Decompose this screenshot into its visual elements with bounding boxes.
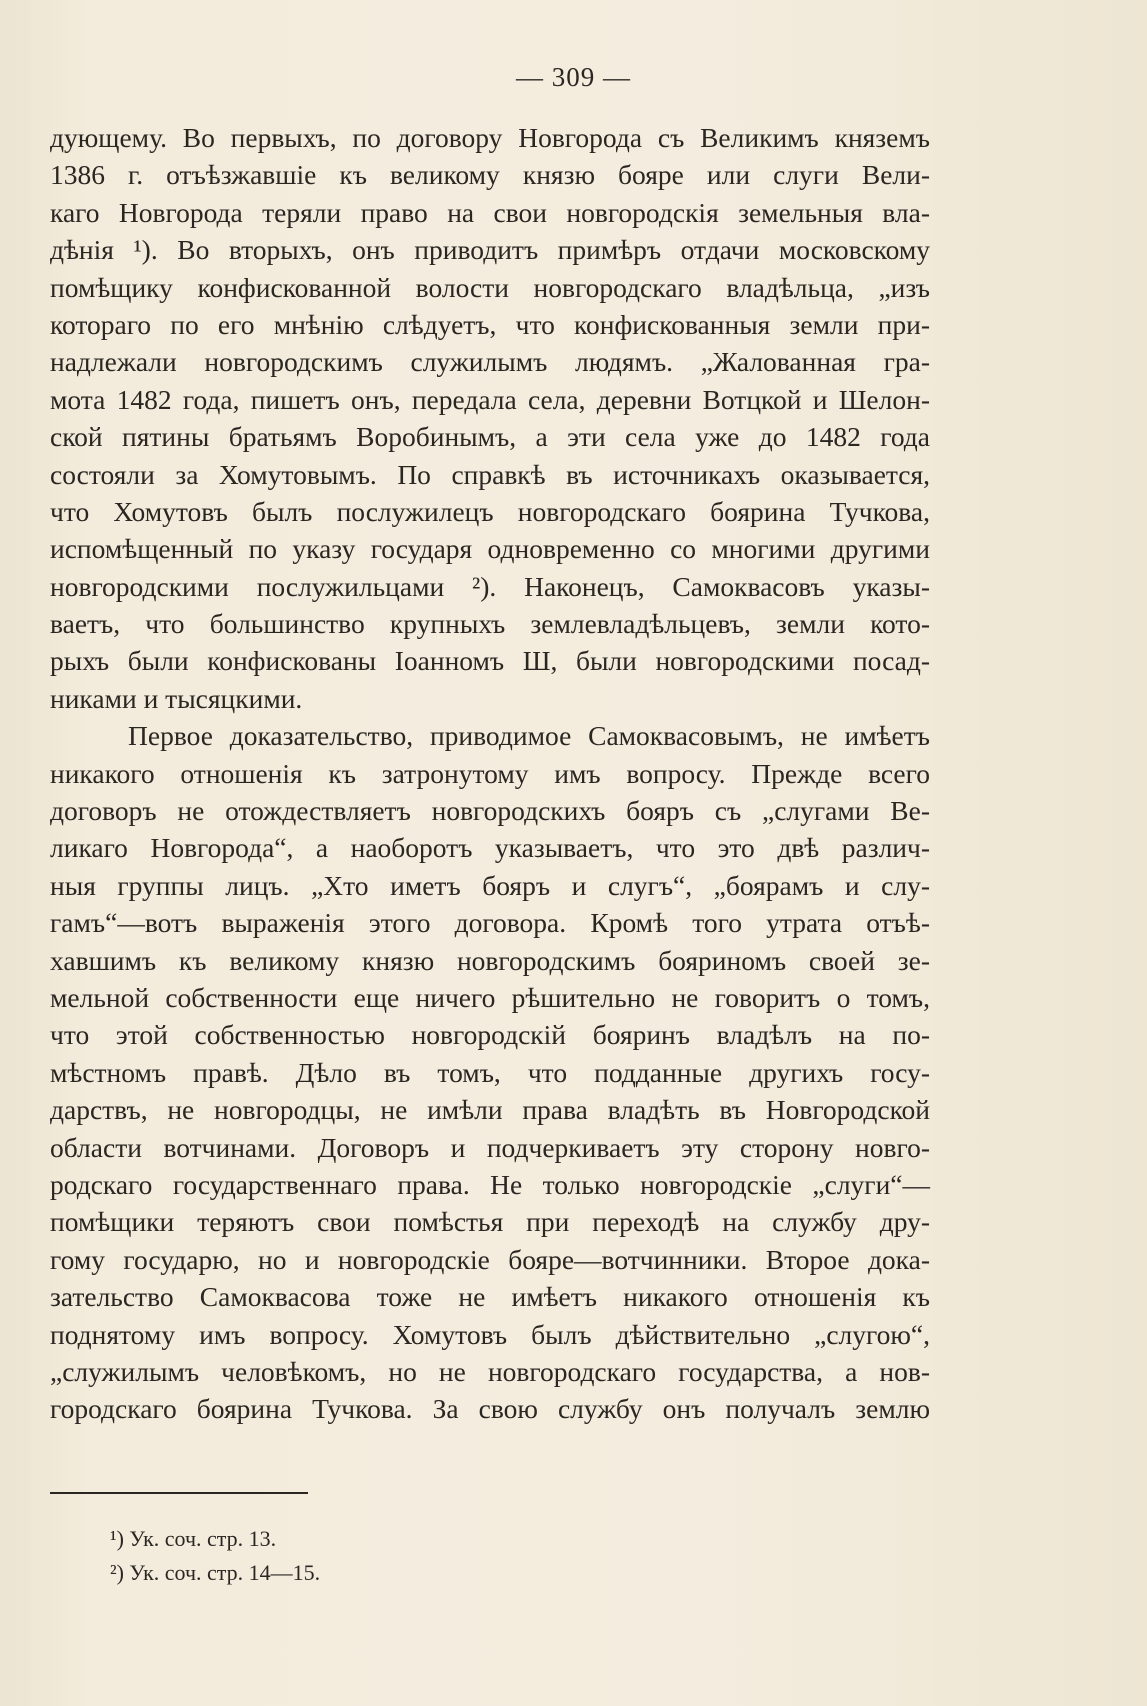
text-line: хавшимъ къ великому князю новгородскимъ бояриномъ своей зе- (50, 944, 930, 976)
text-line: ликаго Новгорода“, а наоборотъ указываетъ, что это двѣ различ- (50, 832, 930, 864)
text-line: никами и тысяцкими. (50, 682, 303, 714)
text-line: каго Новгорода теряли право на свои новгородскія земельныя вла- (50, 196, 930, 228)
text-line: родскаго государственнаго права. Не только новгородскіе „слуги“— (50, 1168, 930, 1200)
text-line: состояли за Хомутовымъ. По справкѣ въ источникахъ оказывается, (50, 458, 930, 490)
text-line: ныя группы лицъ. „Хто иметъ бояръ и слугъ“, „боярамъ и слу- (50, 869, 930, 901)
text-line: области вотчинами. Договоръ и подчеркиваетъ эту сторону новго- (50, 1131, 930, 1163)
text-line: мота 1482 года, пишетъ онъ, передала села, деревни Вотцкой и Шелон- (50, 383, 930, 415)
text-line: что Хомутовъ былъ послужилецъ новгородскаго боярина Тучкова, (50, 495, 930, 527)
text-line: „служилымъ человѣкомъ, но не новгородскаго государства, а нов- (50, 1355, 930, 1387)
text-line: котораго по его мнѣнію слѣдуетъ, что конфискованныя земли при- (50, 308, 930, 340)
text-line: помѣщику конфискованной волости новгородскаго владѣльца, „изъ (50, 271, 930, 303)
text-line: городскаго боярина Тучкова. За свою службу онъ получалъ землю (50, 1393, 930, 1425)
footnotes (110, 1522, 320, 1590)
text-line: Первое доказательство, приводимое Самоквасовымъ, не имѣетъ (128, 720, 930, 752)
body-text (50, 119, 930, 1428)
text-line: дѣнія ¹). Во вторыхъ, онъ приводитъ примѣръ отдачи московскому (50, 234, 930, 266)
text-line: поднятому имъ вопросу. Хомутовъ былъ дѣйствительно „слугою“, (50, 1318, 930, 1350)
text-line: ской пятины братьямъ Воробинымъ, а эти села уже до 1482 года (50, 421, 930, 453)
text-line: мельной собственности еще ничего рѣшительно не говоритъ о томъ, (50, 981, 930, 1013)
text-line: дующему. Во первыхъ, по договору Новгорода съ Великимъ княземъ (50, 122, 930, 153)
text-line: зательство Самоквасова тоже не имѣетъ никакого отношенія къ (50, 1281, 930, 1313)
text-line: что этой собственностью новгородскій бояринъ владѣлъ на по- (50, 1019, 930, 1051)
text-line: мѣстномъ правѣ. Дѣло въ томъ, что подданные другихъ госу- (50, 1056, 930, 1088)
text-line: дарствъ, не новгородцы, не имѣли права владѣть въ Новгородской (50, 1094, 930, 1126)
footnote: ²) Ук. соч. стр. 14—15. (110, 1560, 321, 1585)
text-line: надлежали новгородскимъ служилымъ людямъ. „Жалованная гра- (50, 346, 930, 378)
footnote: ¹) Ук. соч. стр. 13. (110, 1526, 277, 1551)
text-line: рыхъ были конфискованы Іоанномъ Ш, были новгородскими посад- (50, 645, 930, 677)
page-number: — 309 — (516, 62, 631, 92)
paragraph-2 (50, 717, 930, 1427)
text-line: новгородскими послужильцами ²). Наконецъ, Самоквасовъ указы- (50, 570, 930, 602)
text-line: договоръ не отождествляетъ новгородскихъ бояръ съ „слугами Ве- (50, 795, 930, 827)
text-line: испомѣщенный по указу государя одновременно со многими другими (50, 533, 930, 565)
text-line: ваетъ, что большинство крупныхъ землевладѣльцевъ, земли кото- (50, 608, 930, 640)
text-line: никакого отношенія къ затронутому имъ вопросу. Прежде всего (50, 757, 930, 789)
text-line: гамъ“—вотъ выраженія этого договора. Кромѣ того утрата отъѣ- (50, 907, 930, 939)
footnote-divider (50, 1492, 308, 1494)
text-line: гому государю, но и новгородскіе бояре—вотчинники. Второе дока- (50, 1243, 930, 1275)
paragraph-1 (50, 119, 930, 717)
text-line: помѣщики теряютъ свои помѣстья при переходѣ на службу дру- (50, 1206, 930, 1238)
text-line: 1386 г. отъѣзжавшіе къ великому князю бояре или слуги Вели- (50, 159, 930, 191)
